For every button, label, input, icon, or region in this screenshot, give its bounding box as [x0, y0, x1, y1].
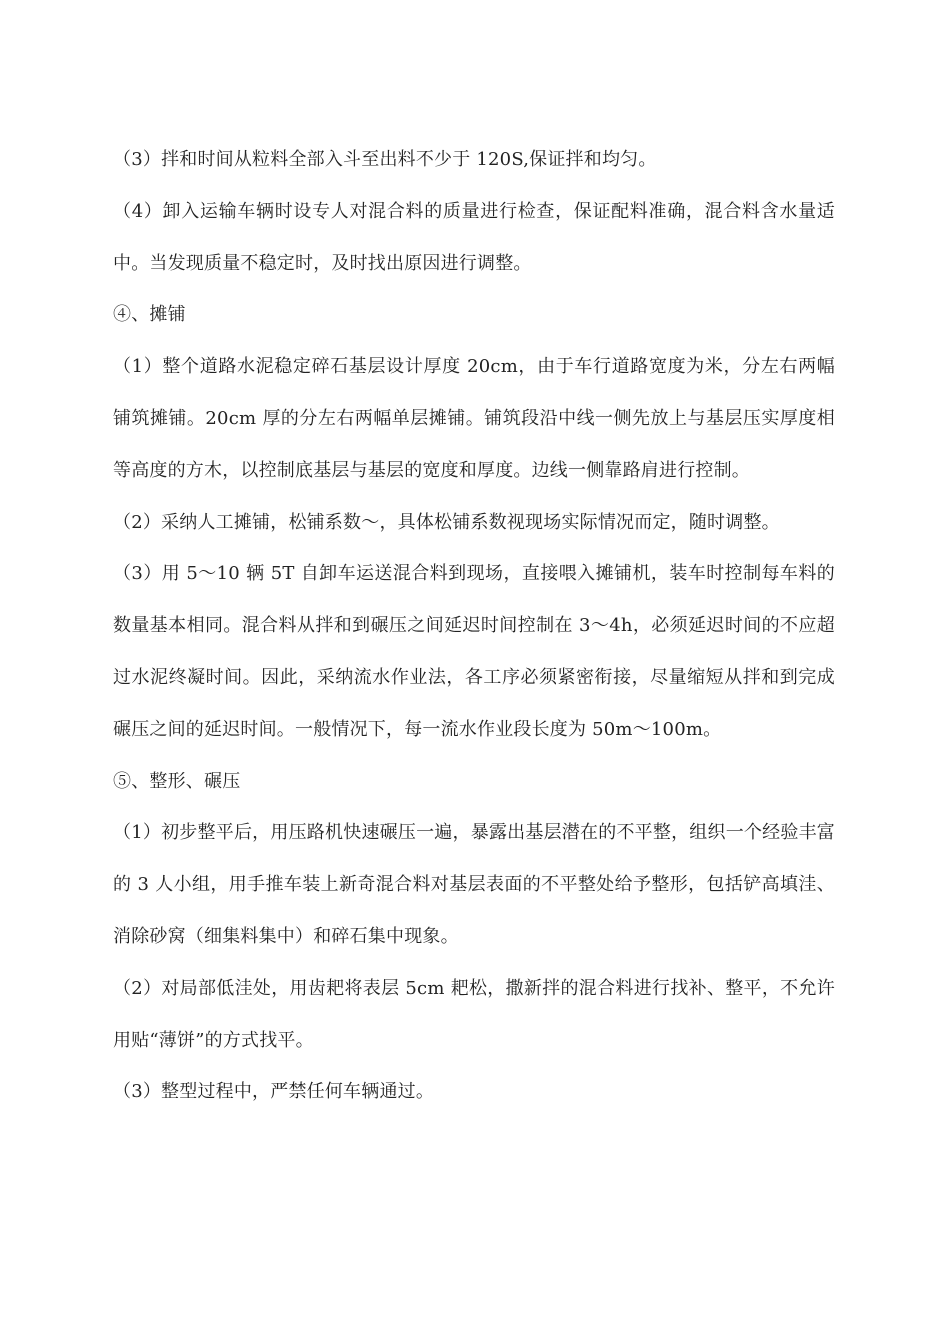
section-heading-shaping-compaction: ⑤、整形、碾压 [113, 770, 241, 792]
paragraph-paving-thickness: （1）整个道路水泥稳定碎石基层设计厚度 20cm，由于车行道路宽度为米，分左右两幅铺筑摊铺。20cm 厚的分左右两幅单层摊铺。铺筑段沿中线一侧先放上与基层压实厚度相等高度的方木，以控制底基层与基层的宽度和厚度。边线一侧靠路肩进行控制。 [113, 356, 835, 481]
section-heading-paving: ④、摊铺 [113, 304, 186, 326]
paragraph-low-spots: （2）对局部低洼处，用齿耙将表层 5cm 耙松，撒新拌的混合料进行找补、整平，不允许用贴“薄饼”的方式找平。 [113, 977, 835, 1051]
paragraph-manual-paving: （2）采纳人工摊铺，松铺系数～，具体松铺系数视现场实际情况而定，随时调整。 [113, 511, 780, 533]
document-body [113, 134, 835, 1118]
paragraph-initial-leveling: （1）初步整平后，用压路机快速碾压一遍，暴露出基层潜在的不平整，组织一个经验丰富的 3 人小组，用手推车装上新奇混合料对基层表面的不平整处给予整形，包括铲高填洼、消除砂窝（细集料集中）和碎石集中现象。 [113, 822, 835, 947]
paragraph-unloading-inspection: （4）卸入运输车辆时设专人对混合料的质量进行检查，保证配料准确，混合料含水量适中。当发现质量不稳定时，及时找出原因进行调整。 [113, 200, 835, 274]
paragraph-no-vehicles: （3）整型过程中，严禁任何车辆通过。 [113, 1081, 435, 1103]
paragraph-transport-delay: （3）用 5～10 辆 5T 自卸车运送混合料到现场，直接喂入摊铺机，装车时控制每车料的数量基本相同。混合料从拌和到碾压之间延迟时间控制在 3～4h，必须延迟时间的不应超过水泥终凝时间。因此，采纳流水作业法，各工序必须紧密衔接，尽量缩短从拌和到完成碾压之间的延迟时间。一般情况下，每一流水作业段长度为 50m～100m。 [113, 563, 835, 740]
paragraph-mixing-time: （3）拌和时间从粒料全部入斗至出料不少于 120S,保证拌和均匀。 [113, 149, 657, 170]
